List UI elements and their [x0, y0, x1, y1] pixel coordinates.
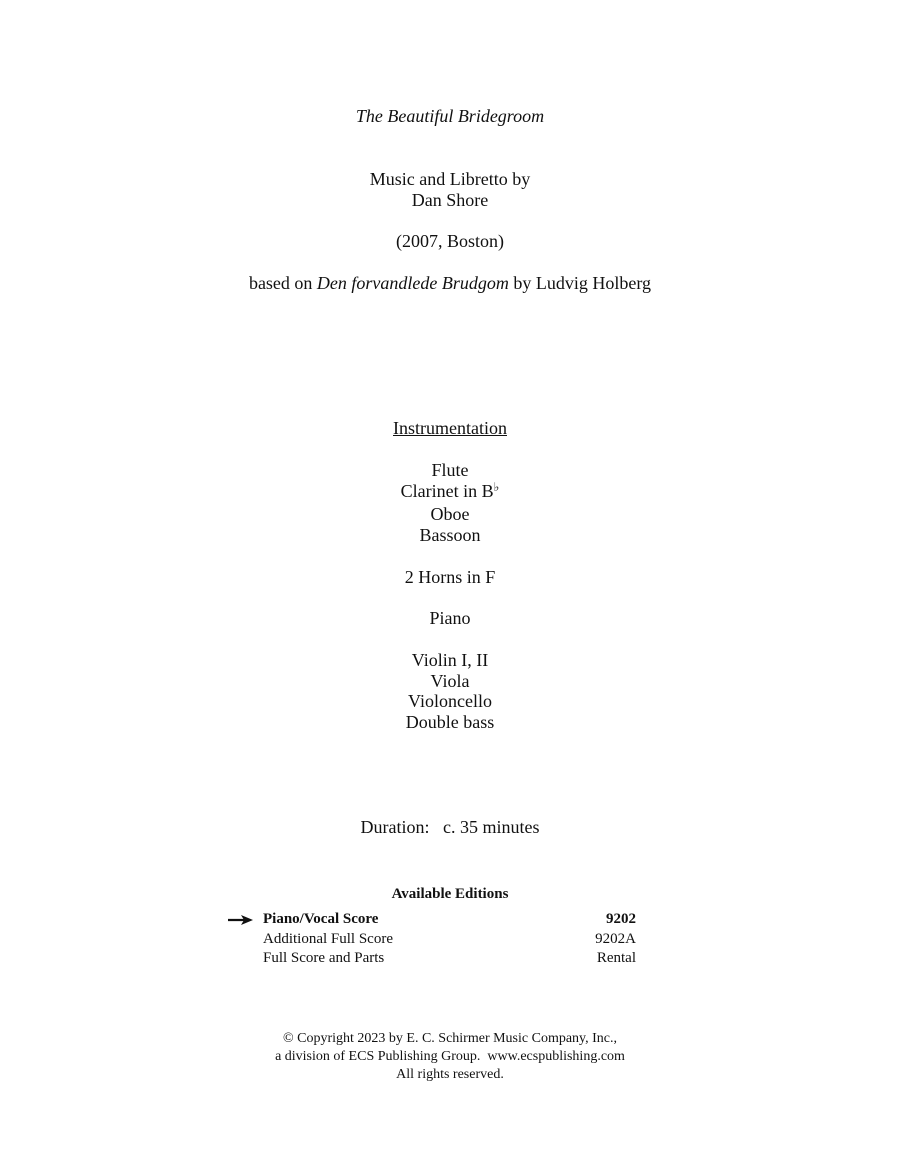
edition-name: Additional Full Score: [263, 930, 393, 947]
edition-code: 9202: [606, 911, 636, 927]
edition-row-additional-full-score[interactable]: [263, 930, 636, 950]
edition-name: Piano/Vocal Score: [263, 911, 379, 927]
editions-heading: Available Editions: [391, 886, 509, 902]
instrument-flute: Flute: [431, 460, 469, 480]
based-on-work: Den forvandlede Brudgom: [316, 273, 509, 293]
based-on-prefix: based on: [248, 273, 313, 293]
instrument-violin: Violin I, II: [411, 650, 489, 670]
composer-name: Dan Shore: [411, 190, 489, 210]
edition-row-piano-vocal[interactable]: [263, 910, 636, 930]
instrument-piano: Piano: [429, 608, 471, 628]
instrument-viola: Viola: [430, 671, 470, 691]
composition-date: (2007, Boston): [396, 231, 504, 251]
based-on-line: [0, 273, 900, 294]
copyright-line: © Copyright 2023 by E. C. Schirmer Music Company, Inc.,: [282, 1031, 618, 1046]
instrument-violoncello: Violoncello: [408, 691, 492, 711]
clarinet-label: Clarinet in B: [400, 481, 494, 501]
edition-name: Full Score and Parts: [263, 950, 385, 966]
instrument-horns: 2 Horns in F: [404, 567, 496, 587]
flat-sign-icon: ♭: [493, 480, 500, 494]
edition-code: 9202A: [595, 930, 636, 947]
instrument-bassoon: Bassoon: [419, 525, 481, 545]
work-title: The Beautiful Bridegroom: [355, 106, 545, 126]
based-on-author: by Ludvig Holberg: [513, 273, 652, 293]
instrumentation-heading: Instrumentation: [393, 418, 507, 438]
publisher-line: a division of ECS Publishing Group. www.ecspublishing.com: [275, 1049, 625, 1064]
edition-code: Rental: [596, 950, 636, 966]
editions-list: [263, 910, 636, 969]
instrument-oboe: Oboe: [430, 504, 470, 524]
instrument-double-bass: Double bass: [405, 712, 495, 732]
credits-line: Music and Libretto by: [369, 169, 531, 189]
arrow-right-icon: [228, 914, 254, 926]
instrument-clarinet: [0, 481, 900, 502]
duration: Duration: c. 35 minutes: [360, 817, 540, 837]
rights-line: All rights reserved.: [396, 1067, 504, 1082]
edition-row-full-score-parts[interactable]: [263, 949, 636, 969]
